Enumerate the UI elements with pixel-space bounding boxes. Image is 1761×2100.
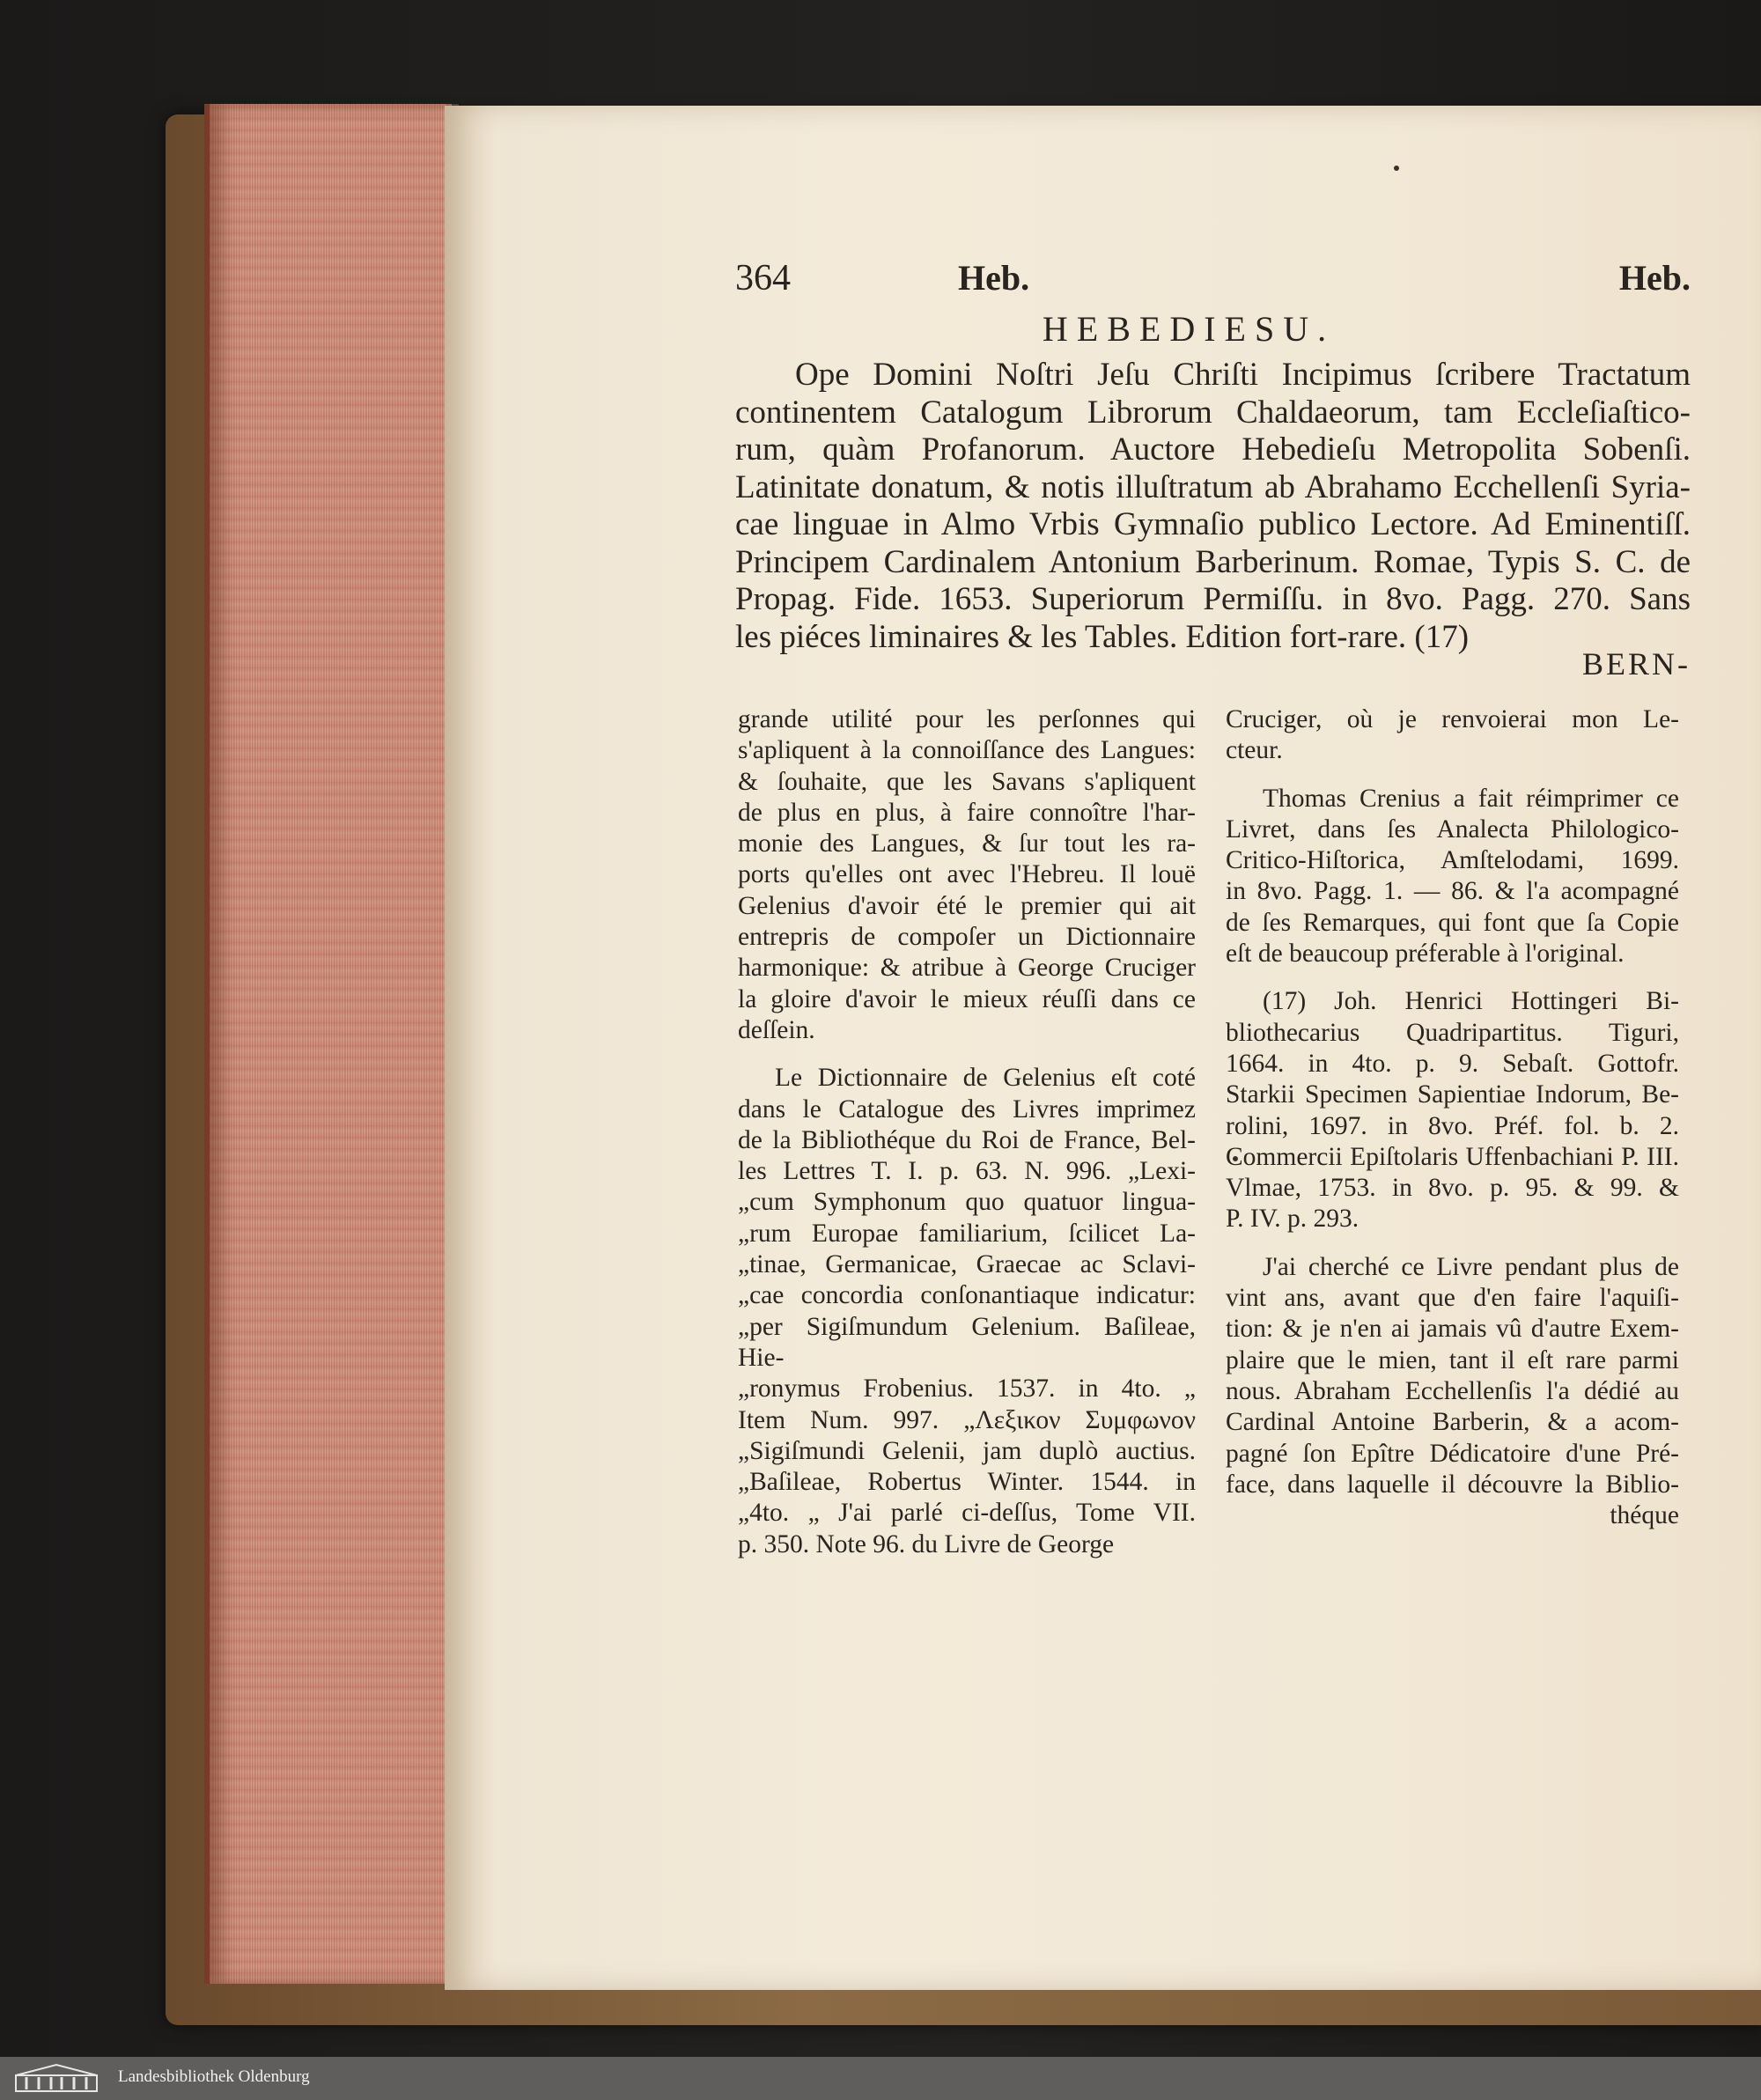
text-line: Cardinal Antoine Barberin, & a acom- <box>1226 1408 1679 1437</box>
text-line: Le Dictionnaire de Gelenius eſt coté <box>775 1064 1196 1093</box>
text-line: Cruciger, où je renvoierai mon Le- <box>1226 705 1679 733</box>
text-line: Livret, dans ſes Analecta Philologico- <box>1226 814 1679 844</box>
text-line: Vlmae, 1753. in 8vo. p. 95. & 99. & <box>1226 1174 1679 1203</box>
text-line: bliothecarius Quadripartitus. Tiguri, <box>1226 1018 1679 1047</box>
text-line: Critico-Hiſtorica, Amſtelodami, 1699. <box>1226 846 1679 875</box>
left-column <box>738 704 1196 1577</box>
text-line: dans le Catalogue des Livres imprimez <box>738 1094 1196 1124</box>
text-line: „4to. „ J'ai parlé ci-deſſus, Tome VII. <box>738 1499 1196 1528</box>
entry-line: Latinitate donatum, & notis illuſtratum ab Abrahamo Ecchellenſi Syria- <box>735 468 1691 505</box>
text-line: p. 350. Note 96. du Livre de George <box>738 1529 1115 1558</box>
text-line: in 8vo. Pagg. 1. — 86. & l'a acompagné <box>1226 877 1679 906</box>
text-line: P. IV. p. 293. <box>1226 1205 1359 1234</box>
paragraph <box>738 704 1196 1046</box>
running-header <box>735 257 1691 310</box>
text-line: Starkii Specimen Sapientiae Indorum, Be- <box>1226 1080 1679 1109</box>
library-name: Landesbibliothek Oldenburg <box>118 2067 310 2086</box>
text-line: de la Bibliothéque du Roi de France, Bel- <box>738 1125 1196 1154</box>
entry-line: Principem Cardinalem Antonium Barberinum. Romae, Typis S. C. de <box>735 543 1691 580</box>
running-head-left: Heb. <box>958 258 1030 298</box>
entry-line: Propag. Fide. 1653. Superiorum Permiſſu. in 8vo. Pagg. 270. Sans <box>735 581 1691 617</box>
text-line: „tinae, Germanicae, Graecae ac Sclavi- <box>738 1250 1196 1279</box>
catchword: BERN- <box>1582 646 1691 682</box>
paragraph <box>1226 986 1679 1234</box>
entry-line: les piéces liminaires & les Tables. Edition fort-rare. (17) <box>735 618 1470 655</box>
text-line: & ſouhaite, que les Savans s'apliquent <box>738 767 1196 796</box>
paragraph <box>1226 784 1679 970</box>
text-line: Thomas Crenius a fait réimprimer ce <box>1263 784 1679 813</box>
text-line: grande utilité pour les perſonnes qui <box>738 705 1196 733</box>
text-line: monie des Langues, & ſur tout les ra- <box>738 829 1196 858</box>
right-column <box>1226 704 1679 1548</box>
text-line: „cum Symphonum quo quatuor lingua- <box>738 1188 1196 1217</box>
entry-body <box>735 357 1691 656</box>
text-line: cteur. <box>1226 736 1283 765</box>
text-line: deſſein. <box>738 1015 815 1044</box>
text-line: de ſes Remarques, qui font que ſa Copie <box>1226 908 1679 937</box>
text-line: face, dans laquelle il découvre la Biblio- <box>1226 1470 1679 1499</box>
library-building-icon <box>14 2063 99 2093</box>
text-line: rolini, 1697. in 8vo. Préf. fol. b. 2. <box>1226 1111 1679 1140</box>
text-line: (17) Joh. Henrici Hottingeri Bi- <box>1263 987 1679 1016</box>
paragraph <box>1226 1252 1679 1532</box>
text-line: s'apliquent à la connoiſſance des Langues: <box>738 736 1196 765</box>
text-line: „Baſileae, Robertus Winter. 1544. in <box>738 1468 1196 1497</box>
text-line: eſt de beaucoup préferable à l'original. <box>1226 939 1625 969</box>
text-line: la gloire d'avoir le mieux réuſſi dans ce <box>738 984 1196 1013</box>
text-line: nous. Abraham Ecchellenſis l'a dédié au <box>1226 1376 1679 1405</box>
page-number: 364 <box>735 258 791 298</box>
running-head-right: Heb. <box>1618 258 1691 298</box>
text-line: Gelenius d'avoir été le premier qui ait <box>738 891 1196 920</box>
text-line: de plus en plus, à faire connoître l'har- <box>738 798 1196 827</box>
text-line: „rum Europae familiarium, ſcilicet La- <box>738 1219 1196 1248</box>
text-line: J'ai cherché ce Livre pendant plus de <box>1263 1252 1679 1281</box>
text-line: vint ans, avant que d'en faire l'aquiſi- <box>1226 1284 1679 1313</box>
text-line: „per Sigiſmundum Gelenium. Baſileae, Hie- <box>738 1312 1196 1372</box>
paragraph <box>738 1063 1196 1560</box>
page-edges <box>204 104 452 1984</box>
entry-line: cae linguae in Almo Vrbis Gymnaſio publico Lectore. Ad Eminentiſſ. <box>735 506 1691 542</box>
text-line: „cae concordia conſonantiaque indicatur: <box>738 1281 1196 1310</box>
text-line: tion: & je n'en ai jamais vû d'autre Exem- <box>1226 1315 1679 1344</box>
text-line: „Sigiſmundi Gelenii, jam duplò auctius. <box>738 1436 1196 1465</box>
paragraph <box>1226 704 1679 767</box>
entry-line: rum, quàm Profanorum. Auctore Hebedieſu Metropolita Sobenſi. <box>735 431 1691 468</box>
text-line: pagné ſon Epître Dédicatoire d'une Pré- <box>1226 1439 1679 1468</box>
ink-speck <box>1394 166 1399 171</box>
entry-title: HEBEDIESU. <box>1042 309 1336 349</box>
text-line: les Lettres T. I. p. 63. N. 996. „Lexi- <box>738 1157 1196 1186</box>
text-line: „ronymus Frobenius. 1537. in 4to. „ <box>738 1374 1196 1404</box>
text-line: théque <box>1610 1501 1679 1530</box>
text-line: plaire que le mien, tant il eſt rare parmi <box>1226 1345 1679 1374</box>
text-line: harmonique: & atribue à George Cruciger <box>738 954 1196 983</box>
library-footer-bar <box>0 2057 1761 2100</box>
text-line: Commercii Epiſtolaris Uffenbachiani P. III. <box>1226 1142 1679 1171</box>
entry-line: Ope Domini Noſtri Jeſu Chriſti Incipimus ſcribere Tractatum <box>795 357 1691 393</box>
entry-line: continentem Catalogum Librorum Chaldaeorum, tam Eccleſiaſtico- <box>735 394 1691 431</box>
text-line: Item Num. 997. „Λεξικον Συμφωνον <box>738 1405 1196 1434</box>
text-line: ports qu'elles ont avec l'Hebreu. Il louë <box>738 860 1196 889</box>
text-line: 1664. in 4to. p. 9. Sebaſt. Gottofr. <box>1226 1049 1679 1078</box>
text-line: entrepris de compoſer un Dictionnaire <box>738 923 1196 952</box>
